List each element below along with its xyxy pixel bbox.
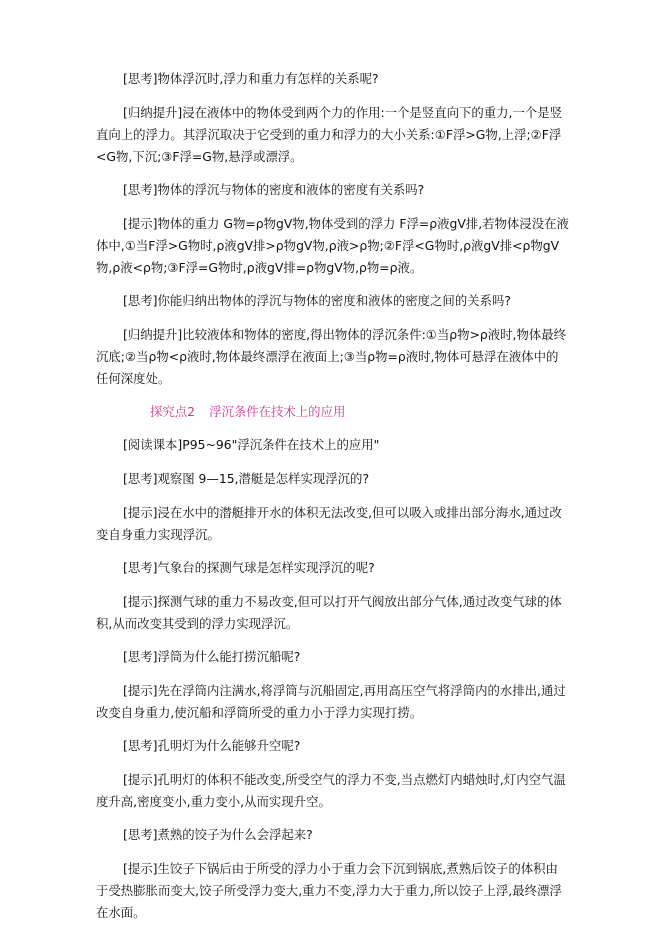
- hint-dumplings: [提示]生饺子下锅后由于所受的浮力小于重力会下沉到锅底,煮熟后饺子的体积由于受热膨胀而变大,饺子所受浮力变大,重力不变,浮力大于重力,所以饺子上浮,最终漂浮在水面。: [96, 861, 562, 920]
- question-sky-lantern: [思考]孔明灯为什么能够升空呢?: [123, 738, 301, 753]
- hint-weather-balloon: [提示]探测气球的重力不易改变,但可以打开气阀放出部分气体,通过改变气球的体积,从而改变其受到的浮力实现浮沉。: [96, 594, 562, 631]
- question-density-relation: [思考]物体的浮沉与物体的密度和液体的密度有关系吗?: [123, 182, 425, 197]
- section-title: 浮沉条件在技术上的应用: [209, 404, 346, 419]
- question-summarize-density: [思考]你能归纳出物体的浮沉与物体的密度和液体的密度之间的关系吗?: [123, 293, 511, 308]
- hint-pontoon: [提示]先在浮筒内注满水,将浮筒与沉船固定,再用高压空气将浮筒内的水排出,通过改变自身重力,使沉船和浮筒所受的重力小于浮力实现打捞。: [96, 683, 566, 720]
- section-heading: [96, 401, 570, 423]
- hint-density-derivation: [提示]物体的重力 G物=ρ物gV物,物体受到的浮力 F浮=ρ液gV排,若物体浸没在液体中,①当F浮>G物时,ρ液gV排>ρ物gV物,ρ液>ρ物;②F浮<G物时,ρ液gV排<ρ物gV物,ρ液<ρ物;③F浮=G物时,ρ液gV排=ρ物gV物,ρ物=ρ液。: [96, 216, 569, 275]
- question-pontoon: [思考]浮筒为什么能打捞沉船呢?: [123, 649, 301, 664]
- question-weather-balloon: [思考]气象台的探测气球是怎样实现浮沉的呢?: [123, 560, 375, 575]
- hint-submarine: [提示]浸在水中的潜艇排开水的体积无法改变,但可以吸入或排出部分海水,通过改变自身重力实现浮沉。: [96, 505, 562, 542]
- question-floating-force-gravity: [思考]物体浮沉时,浮力和重力有怎样的关系呢?: [123, 71, 379, 86]
- hint-sky-lantern: [提示]孔明灯的体积不能改变,所受空气的浮力不变,当点燃灯内蜡烛时,灯内空气温度升高,密度变小,重力变小,从而实现升空。: [96, 772, 566, 809]
- question-submarine: [思考]观察图 9—15,潜艇是怎样实现浮沉的?: [123, 471, 370, 486]
- document-page: [96, 68, 570, 935]
- question-dumplings: [思考]煮熟的饺子为什么会浮起来?: [123, 827, 313, 842]
- section-number: 探究点2: [150, 404, 196, 419]
- summary-density-conditions: [归纳提升]比较液体和物体的密度,得出物体的浮沉条件:①当ρ物>ρ液时,物体最终沉底;②当ρ物<ρ液时,物体最终漂浮在液面上;③当ρ物=ρ液时,物体可悬浮在液体中的任何深度处。: [96, 327, 567, 386]
- reading-assignment: [阅读课本]P95~96"浮沉条件在技术上的应用": [123, 437, 380, 452]
- summary-force-relation: [归纳提升]浸在液体中的物体受到两个力的作用:一个是竖直向下的重力,一个是竖直向上的浮力。其浮沉取决于它受到的重力和浮力的大小关系:①F浮>G物,上浮;②F浮<G物,下沉;③F浮=G物,悬浮或漂浮。: [96, 105, 563, 164]
